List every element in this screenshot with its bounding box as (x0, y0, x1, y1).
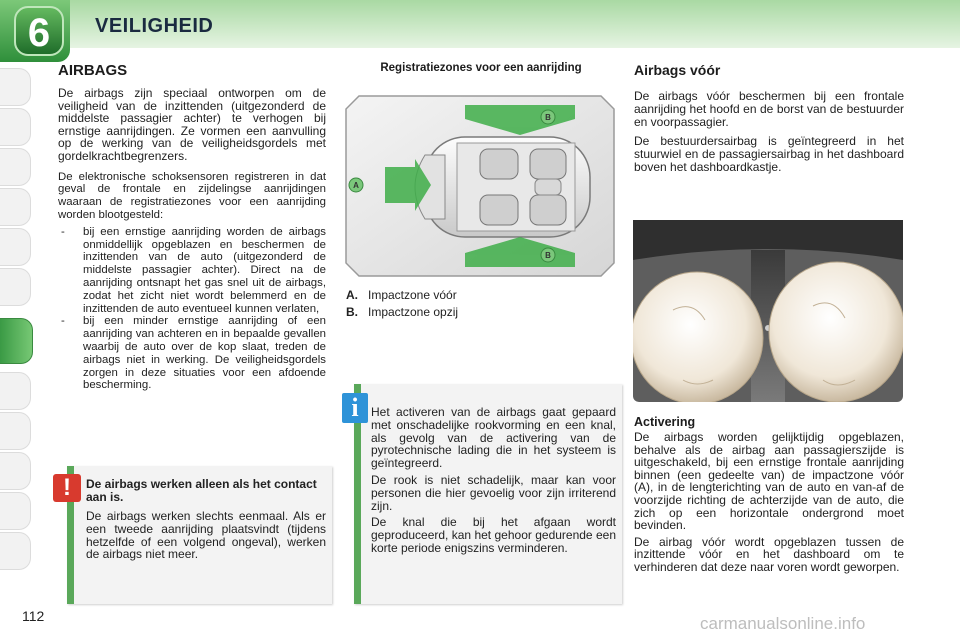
page-number: 112 (22, 608, 45, 624)
column-zones (346, 62, 616, 74)
info-box (354, 384, 622, 604)
side-tab[interactable] (0, 188, 31, 226)
side-tab[interactable] (0, 532, 31, 570)
warning-content (86, 478, 326, 561)
front-airbags-heading: Airbags vóór (634, 62, 721, 78)
front-airbags-text: De airbags vóór beschermen bij een frontale aanrijding het hoofd en de borst van de bestuurder en voorpassagier. (634, 89, 904, 129)
side-tab[interactable] (0, 108, 31, 146)
front-airbags-text: De bestuurdersairbag is geïntegreerd in het stuurwiel en de passagiersairbag in het dashboard boven het dashboardkastje. (634, 134, 904, 174)
zone-label-b-bottom: B (545, 251, 551, 260)
info-paragraph: Het activeren van de airbags gaat gepaard met onschadelijke rookvorming en een knal, als gevolg van de activering van de pyrotechnische lading die in het systeem is geïntegreerd. (371, 405, 616, 471)
warning-icon: ! (53, 474, 81, 502)
car-topview-illustration (345, 95, 615, 277)
airbags-inflated-image (633, 220, 903, 402)
side-tab[interactable] (0, 492, 31, 530)
column-front-airbags (634, 62, 904, 174)
list-item: - bij een ernstige aanrijding worden de airbags onmiddellijk opgeblazen en beschermen de inzittenden van de auto (uitgezonderd de middelste passagier achter). Direct na de aanrijding ontsnapt het gas snel uit de airbags, zodat het zicht niet wordt belemmerd en de inzittenden de auto eventueel kunnen verlaten, (58, 226, 326, 316)
front-airbags-illustration (633, 220, 903, 402)
warning-title: De airbags werken alleen als het contact aan is. (86, 477, 317, 504)
activation-section (634, 415, 904, 574)
airbags-heading: AIRBAGS (58, 62, 128, 79)
page-header (0, 0, 960, 55)
side-tab[interactable] (0, 148, 31, 186)
side-tab[interactable] (0, 412, 31, 450)
info-icon: i (342, 393, 368, 423)
impact-zones-diagram (345, 95, 615, 277)
info-paragraph: De knal die bij het afgaan wordt geproduceerd, kan het gehoor gedurende een korte periode enigszins verminderen. (371, 515, 616, 555)
info-content (371, 406, 616, 555)
column-airbags (58, 62, 326, 392)
legend-text: Impactzone vóór (368, 288, 457, 302)
chapter-number: 6 (14, 6, 64, 56)
side-tab[interactable] (0, 452, 31, 490)
airbags-bullet-list (58, 226, 326, 392)
sensors-text: De elektronische schoksensoren registreren in dat geval de frontale en zijdelingse aanrijdingen waaraan de registratiezones voor een aanrijding worden blootgesteld: (58, 170, 326, 221)
list-item: - bij een minder ernstige aanrijding of een aanrijding van achteren en in bepaalde gevallen waarbij de auto over de kop slaat, treden de airbags niet in werking. De veiligheidsgordels zorgen in deze situaties voor een afdoende bescherming. (58, 315, 326, 392)
info-paragraph: De rook is niet schadelijk, maar kan voor personen die hier gevoelig voor zijn irriterend zijn. (371, 472, 616, 513)
zones-legend (346, 287, 616, 321)
zones-heading: Registratiezones voor een aanrijding (380, 62, 582, 74)
side-tab[interactable] (0, 68, 31, 106)
side-tab-active[interactable] (0, 318, 33, 364)
legend-key: A. (346, 288, 358, 302)
side-tab[interactable] (0, 372, 31, 410)
side-tab[interactable] (0, 268, 31, 306)
activation-text: De airbags worden gelijktijdig opgeblazen, behalve als de airbag aan passagierszijde is uitgeschakeld, bij een ernstige frontale aanrijding binnen (een gedeelte van) de impactzone vóór (A), in de lengterichting van de auto en van-af de voorzijde richting de achterzijde van de auto, die zich op een horizontale ondergrond moet bevinden. (634, 430, 904, 533)
zone-label-a: A (353, 181, 359, 190)
legend-text: Impactzone opzij (368, 305, 459, 319)
legend-item (346, 304, 616, 321)
side-tab[interactable] (0, 228, 31, 266)
legend-item (346, 287, 616, 304)
activation-heading: Activering (634, 415, 696, 429)
legend-key: B. (346, 305, 358, 319)
warning-text: De airbags werken slechts eenmaal. Als er een tweede aanrijding plaatsvindt (tijdens hetzelfde of een volgend ongeval), werken de airbags niet meer. (86, 509, 326, 562)
warning-box (67, 466, 332, 604)
page-title: VEILIGHEID (95, 15, 214, 37)
activation-text: De airbag vóór wordt opgeblazen tussen de inzittende vóór en het dashboard om te verhinderen dat deze naar voren wordt geworpen. (634, 534, 904, 574)
airbags-intro: De airbags zijn speciaal ontworpen om de veiligheid van de inzittenden (uitgezonderd de middelste passagier achter) te verhogen bij ernstige aanrijdingen. Ze vormen een aanvulling op de werking van de veiligheidsgordels met gordelkrachtbegrenzers. (58, 86, 326, 163)
zone-label-b-top: B (545, 113, 551, 122)
watermark: carmanualsonline.info (700, 614, 866, 633)
